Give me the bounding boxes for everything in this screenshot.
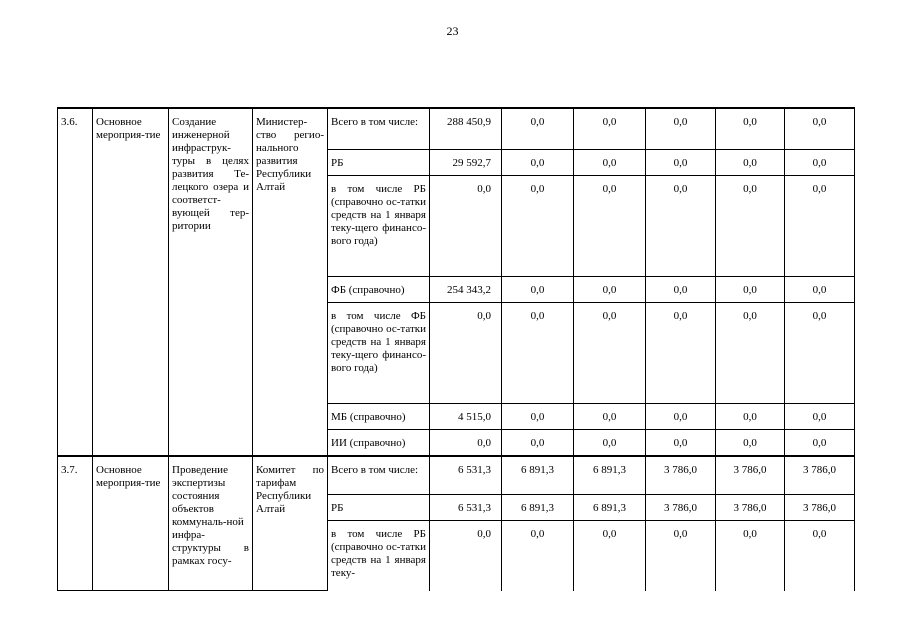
item-executor-cell: Министер-ство регио-нального развития Республики Алтай [253,108,328,456]
value-cell: 0,0 [785,302,855,403]
value-cell: 3 786,0 [646,495,716,521]
value-cell: 0,0 [502,108,574,149]
value-cell: 0,0 [502,521,574,591]
value-cell: 254 343,2 [430,276,502,302]
funding-source-cell: Всего в том числе: [328,108,430,149]
value-cell: 6 891,3 [502,495,574,521]
table-body [58,108,855,591]
value-cell: 0,0 [646,108,716,149]
value-cell: 3 786,0 [785,495,855,521]
item-name-cell: Проведение экспертизы состояния объектов коммуналь-ной инфра-структуры в рамках госу- [169,456,253,591]
value-cell: 0,0 [646,521,716,591]
value-cell: 0,0 [785,521,855,591]
value-cell: 6 531,3 [430,456,502,495]
funding-source-cell: РБ [328,495,430,521]
value-cell: 0,0 [502,276,574,302]
funding-source-cell: Всего в том числе: [328,456,430,495]
value-cell: 0,0 [574,108,646,149]
value-cell: 0,0 [716,429,785,456]
item-type-cell: Основное мероприя-тие [93,456,169,591]
value-cell: 288 450,9 [430,108,502,149]
value-cell: 0,0 [502,302,574,403]
value-cell: 0,0 [716,108,785,149]
value-cell: 0,0 [716,521,785,591]
value-cell: 3 786,0 [716,456,785,495]
value-cell: 0,0 [646,429,716,456]
item-number-cell: 3.6. [58,108,93,456]
value-cell: 0,0 [574,403,646,429]
value-cell: 6 891,3 [574,456,646,495]
table-row [58,108,855,149]
value-cell: 0,0 [502,149,574,175]
value-cell: 0,0 [574,149,646,175]
value-cell: 0,0 [785,108,855,149]
item-number-cell: 3.7. [58,456,93,591]
funding-source-cell: в том числе РБ (справочно ос-татки средств на 1 января теку-щего финансо-вого года) [328,175,430,276]
value-cell: 0,0 [574,521,646,591]
funding-source-cell: РБ [328,149,430,175]
funding-source-cell: в том числе ФБ (справочно ос-татки средств на 1 января теку-щего финансо-вого года) [328,302,430,403]
value-cell: 0,0 [785,175,855,276]
value-cell: 29 592,7 [430,149,502,175]
value-cell: 0,0 [646,302,716,403]
value-cell: 4 515,0 [430,403,502,429]
value-cell: 3 786,0 [716,495,785,521]
value-cell: 6 531,3 [430,495,502,521]
value-cell: 0,0 [716,302,785,403]
value-cell: 0,0 [502,403,574,429]
value-cell: 0,0 [716,276,785,302]
value-cell: 0,0 [574,302,646,403]
value-cell: 0,0 [646,276,716,302]
value-cell: 6 891,3 [502,456,574,495]
value-cell: 0,0 [430,521,502,591]
value-cell: 0,0 [430,302,502,403]
page-number: 23 [446,24,459,38]
value-cell: 6 891,3 [574,495,646,521]
value-cell: 0,0 [574,276,646,302]
value-cell: 0,0 [646,175,716,276]
value-cell: 0,0 [785,403,855,429]
value-cell: 0,0 [646,149,716,175]
value-cell: 0,0 [716,403,785,429]
item-name-cell: Создание инженерной инфраструк-туры в целях развития Те-лецкого озера и соответст-вующей тер-ритории [169,108,253,456]
value-cell: 3 786,0 [785,456,855,495]
value-cell: 0,0 [785,149,855,175]
item-executor-cell: Комитет по тарифам Республики Алтай [253,456,328,591]
value-cell: 0,0 [785,429,855,456]
funding-source-cell: ФБ (справочно) [328,276,430,302]
value-cell: 0,0 [430,175,502,276]
value-cell: 0,0 [716,149,785,175]
value-cell: 3 786,0 [646,456,716,495]
budget-table [57,107,855,591]
value-cell: 0,0 [646,403,716,429]
funding-source-cell: в том числе РБ (справочно ос-татки средств на 1 января теку- [328,521,430,591]
item-type-cell: Основное мероприя-тие [93,108,169,456]
value-cell: 0,0 [574,175,646,276]
value-cell: 0,0 [430,429,502,456]
table-row [58,456,855,495]
funding-source-cell: ИИ (справочно) [328,429,430,456]
funding-source-cell: МБ (справочно) [328,403,430,429]
value-cell: 0,0 [716,175,785,276]
value-cell: 0,0 [785,276,855,302]
value-cell: 0,0 [574,429,646,456]
value-cell: 0,0 [502,429,574,456]
value-cell: 0,0 [502,175,574,276]
